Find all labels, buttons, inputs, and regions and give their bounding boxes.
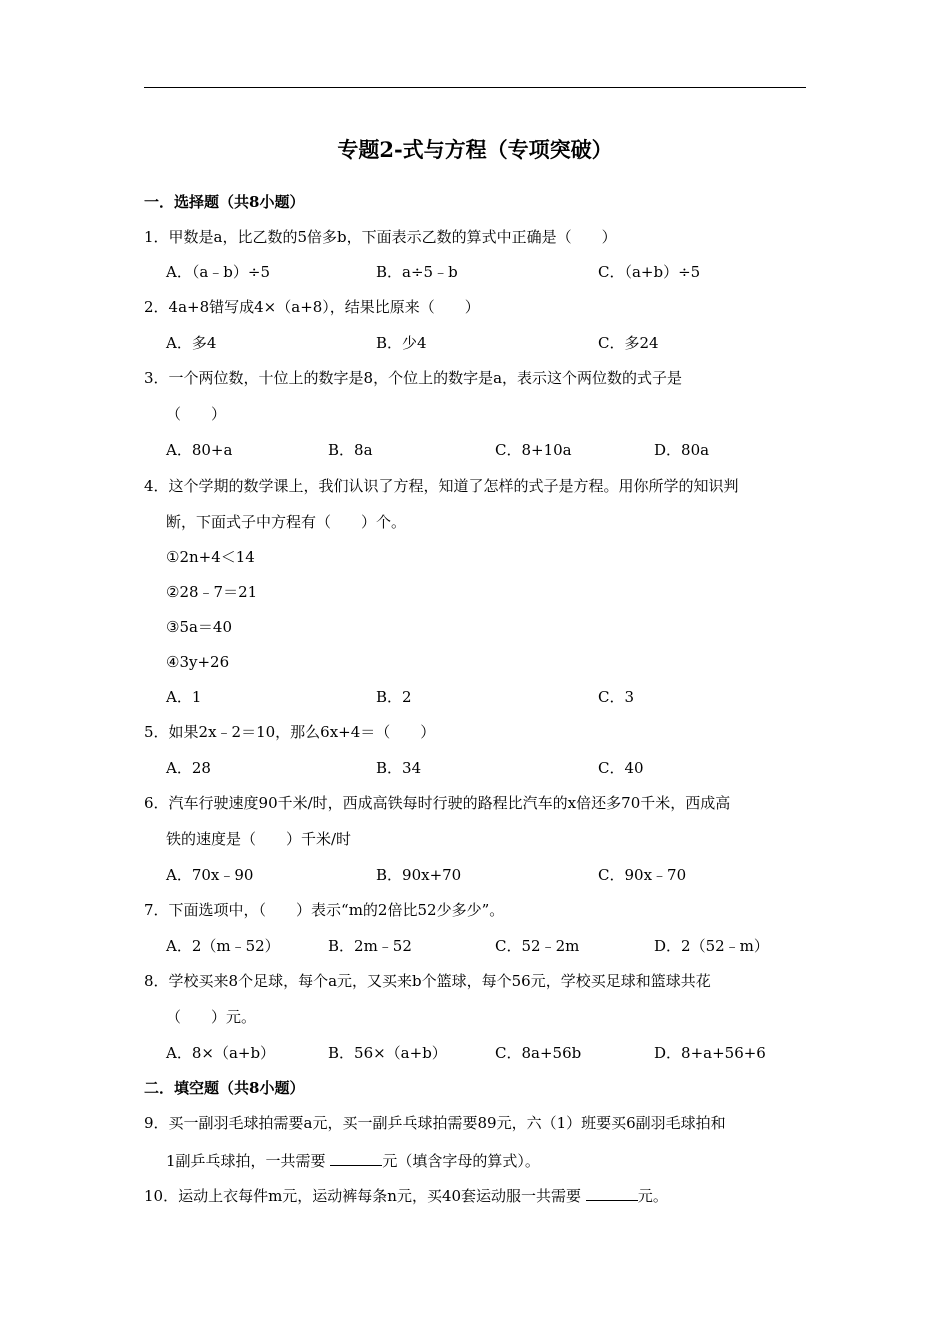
question-6-continuation: 铁的速度是（ ）千米/时 bbox=[166, 830, 352, 848]
option-a[interactable]: A．（a﹣b）÷5 bbox=[166, 263, 270, 281]
option-a[interactable]: A．80+a bbox=[166, 441, 233, 459]
page-title: 专题2-式与方程（专项突破） bbox=[337, 137, 613, 162]
question-9-suffix: 元（填含字母的算式）。 bbox=[382, 1152, 540, 1170]
option-c[interactable]: C．多24 bbox=[598, 334, 659, 352]
option-a[interactable]: A．多4 bbox=[166, 334, 217, 352]
question-9: 9．买一副羽毛球拍需要a元，买一副乒乓球拍需要89元，六（1）班要买6副羽毛球拍和 bbox=[144, 1114, 726, 1132]
option-c[interactable]: C．52﹣2m bbox=[495, 937, 580, 955]
option-a[interactable]: A．1 bbox=[166, 688, 202, 706]
question-4-continuation: 断，下面式子中方程有（ ）个。 bbox=[166, 513, 407, 531]
option-d[interactable]: D．80a bbox=[654, 441, 710, 459]
answer-blank[interactable] bbox=[586, 1186, 638, 1201]
option-b[interactable]: B．a÷5﹣b bbox=[376, 263, 458, 281]
expression-2: ②28﹣7＝21 bbox=[166, 583, 258, 601]
option-a[interactable]: A．2（m﹣52） bbox=[166, 937, 280, 955]
option-c[interactable]: C．8+10a bbox=[495, 441, 572, 459]
option-c[interactable]: C．（a+b）÷5 bbox=[598, 263, 701, 281]
option-c[interactable]: C．8a+56b bbox=[495, 1044, 582, 1062]
option-b[interactable]: B．90x+70 bbox=[376, 866, 462, 884]
expression-3: ③5a＝40 bbox=[166, 618, 233, 636]
question-8: 8．学校买来8个足球，每个a元，又买来b个篮球，每个56元，学校买足球和篮球共花 bbox=[144, 972, 711, 990]
option-a[interactable]: A．70x﹣90 bbox=[166, 866, 254, 884]
answer-blank[interactable] bbox=[330, 1151, 382, 1166]
question-10-suffix: 元。 bbox=[637, 1187, 668, 1205]
question-2: 2．4a+8错写成4×（a+8），结果比原来（ ） bbox=[144, 298, 480, 316]
question-4: 4．这个学期的数学课上，我们认识了方程，知道了怎样的式子是方程。用你所学的知识判 bbox=[144, 477, 739, 495]
question-7: 7．下面选项中，（ ）表示“m的2倍比52少多少”。 bbox=[144, 901, 505, 919]
option-c[interactable]: C．3 bbox=[598, 688, 635, 706]
option-c[interactable]: C．90x﹣70 bbox=[598, 866, 687, 884]
option-b[interactable]: B．56×（a+b） bbox=[328, 1044, 447, 1062]
question-5: 5．如果2x﹣2＝10，那么6x+4＝（ ） bbox=[144, 723, 436, 741]
question-10 bbox=[144, 1186, 668, 1206]
question-6: 6．汽车行驶速度90千米/时，西成高铁每时行驶的路程比汽车的x倍还多70千米，西成高 bbox=[144, 794, 731, 812]
question-8-continuation: （ ）元。 bbox=[166, 1008, 257, 1026]
option-d[interactable]: D．8+a+56+6 bbox=[654, 1044, 766, 1062]
question-3: 3．一个两位数，十位上的数字是8，个位上的数字是a，表示这个两位数的式子是 bbox=[144, 369, 683, 387]
option-c[interactable]: C．40 bbox=[598, 759, 644, 777]
question-9-continuation bbox=[166, 1151, 540, 1171]
question-3-continuation: （ ） bbox=[166, 405, 227, 423]
section-heading-fill: 二．填空题（共8小题） bbox=[144, 1079, 305, 1097]
option-b[interactable]: B．8a bbox=[328, 441, 373, 459]
section-heading-choice: 一．选择题（共8小题） bbox=[144, 193, 305, 211]
option-b[interactable]: B．34 bbox=[376, 759, 422, 777]
option-a[interactable]: A．8×（a+b） bbox=[166, 1044, 276, 1062]
option-b[interactable]: B．2 bbox=[376, 688, 412, 706]
expression-1: ①2n+4＜14 bbox=[166, 548, 255, 566]
question-9-text: 1副乒乓球拍，一共需要 bbox=[166, 1152, 326, 1170]
option-b[interactable]: B．少4 bbox=[376, 334, 427, 352]
option-d[interactable]: D．2（52﹣m） bbox=[654, 937, 769, 955]
question-10-text: 10．运动上衣每件m元，运动裤每条n元，买40套运动服一共需要 bbox=[144, 1187, 582, 1205]
expression-4: ④3y+26 bbox=[166, 653, 230, 671]
header-rule bbox=[144, 87, 806, 88]
option-a[interactable]: A．28 bbox=[166, 759, 211, 777]
question-1: 1．甲数是a，比乙数的5倍多b，下面表示乙数的算式中正确是（ ） bbox=[144, 228, 617, 246]
option-b[interactable]: B．2m﹣52 bbox=[328, 937, 412, 955]
